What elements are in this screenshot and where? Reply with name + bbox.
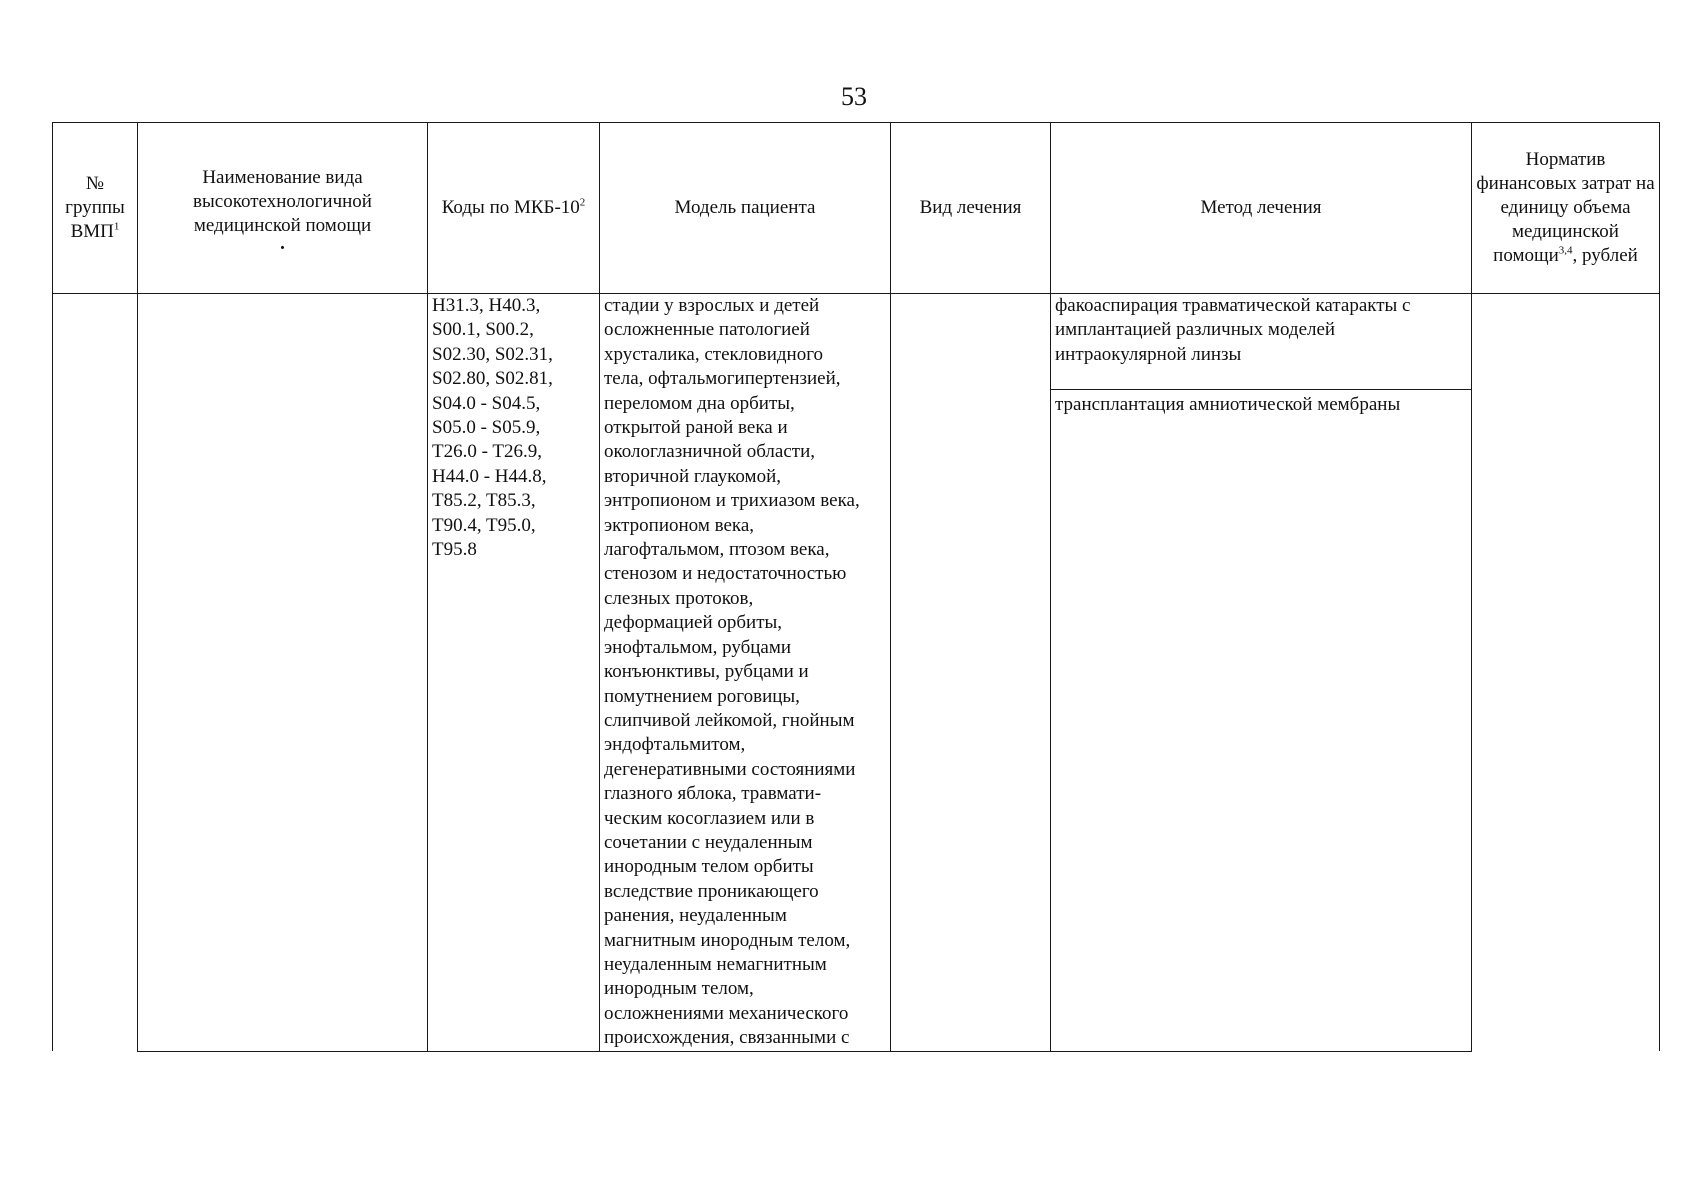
icd-code-line: S00.1, S00.2, bbox=[432, 319, 534, 341]
icd-code-line: T90.4, T95.0, bbox=[432, 514, 536, 536]
patient-model-line: неудаленным немагнитным bbox=[604, 953, 827, 975]
icd-code-line: T26.0 - T26.9, bbox=[432, 441, 542, 463]
icd-code-line: S04.0 - S04.5, bbox=[432, 392, 541, 414]
patient-model-line: осложненные патологией bbox=[604, 319, 810, 341]
treatment-method-line: факоаспирация травматической катаракты с bbox=[1055, 295, 1411, 316]
header-group-number: № группы ВМП$^1$ bbox=[53, 123, 138, 294]
treatment-method-list bbox=[1051, 294, 1471, 440]
patient-model-line: энтропионом и трихиазом века, bbox=[604, 490, 860, 512]
icd-code-line: S02.80, S02.81, bbox=[432, 368, 553, 390]
header-care-type-name: Наименование вида высокотехнологичной медицинской помощи . bbox=[138, 123, 428, 294]
patient-model-line: тела, офтальмогипертензией, bbox=[604, 368, 841, 390]
patient-model-line: ранения, неудаленным bbox=[604, 905, 787, 927]
patient-model-line: окологлазничной области, bbox=[604, 441, 815, 463]
patient-model-line: сочетании с неудаленным bbox=[604, 831, 813, 853]
patient-model-line: дегенеративными состояниями bbox=[604, 758, 856, 780]
header-row bbox=[53, 123, 1660, 294]
patient-model-line: стадии у взрослых и детей bbox=[604, 295, 820, 316]
patient-model-line: ческим косоглазием или в bbox=[604, 807, 815, 829]
patient-model-line: происхождения, связанными с bbox=[604, 1027, 850, 1049]
patient-model-line: эндофтальмитом, bbox=[604, 734, 746, 756]
treatment-method-line: интраокулярной линзы bbox=[1055, 343, 1242, 365]
cell-financial-norm bbox=[1472, 294, 1660, 1052]
header-patient-model: Модель пациента bbox=[600, 123, 891, 294]
icd-code-line: H44.0 - H44.8, bbox=[432, 465, 547, 487]
patient-model-line: хрусталика, стекловидного bbox=[604, 343, 824, 365]
header-financial-norm: Норматив финансовых затрат на единицу объема медицинской помощи$^{3,4}$, рублей bbox=[1472, 123, 1660, 294]
patient-model-line: слипчивой лейкомой, гнойным bbox=[604, 709, 855, 731]
treatment-method-line: трансплантация амниотической мембраны bbox=[1055, 394, 1401, 416]
cell-icd-codes bbox=[428, 294, 600, 1052]
cell-care-type-name bbox=[138, 294, 428, 1052]
cell-treatment-method bbox=[1051, 294, 1472, 1052]
icd-code-line: T85.2, T85.3, bbox=[432, 490, 536, 512]
page-number: 53 bbox=[841, 82, 867, 111]
patient-model-line: стенозом и недостаточностью bbox=[604, 563, 847, 585]
patient-model-line: помутнением роговицы, bbox=[604, 685, 800, 707]
treatment-method-item bbox=[1051, 389, 1471, 439]
icd-code-line: H31.3, H40.3, bbox=[432, 295, 541, 316]
treatment-method-line: имплантацией различных моделей bbox=[1055, 319, 1336, 341]
table-row bbox=[53, 294, 1660, 1052]
patient-model-line: переломом дна орбиты, bbox=[604, 392, 795, 414]
header-treatment-method: Метод лечения bbox=[1051, 123, 1472, 294]
patient-model-line: инородным телом, bbox=[604, 978, 754, 1000]
patient-model-line: конъюнктивы, рубцами и bbox=[604, 661, 809, 683]
patient-model-line: слезных протоков, bbox=[604, 587, 754, 609]
cell-group-number bbox=[53, 294, 138, 1052]
cell-patient-model bbox=[600, 294, 891, 1052]
patient-model-line: эктропионом века, bbox=[604, 514, 755, 536]
patient-model-line: глазного яблока, травмати- bbox=[604, 783, 822, 805]
treatment-method-item bbox=[1051, 294, 1471, 389]
icd-code-line: S05.0 - S05.9, bbox=[432, 417, 541, 439]
cell-treatment-type bbox=[891, 294, 1051, 1052]
icd-code-line: T95.8 bbox=[432, 539, 477, 561]
patient-model-line: открытой раной века и bbox=[604, 417, 788, 439]
vmp-table bbox=[52, 122, 1660, 1052]
patient-model-text bbox=[604, 294, 886, 1051]
icd-code-line: S02.30, S02.31, bbox=[432, 343, 553, 365]
patient-model-line: осложнениями механического bbox=[604, 1002, 849, 1024]
patient-model-line: вследствие проникающего bbox=[604, 880, 819, 902]
header-icd-codes: Коды по МКБ-$10^2$ bbox=[428, 123, 600, 294]
patient-model-line: вторичной глаукомой, bbox=[604, 465, 781, 487]
patient-model-line: лагофтальмом, птозом века, bbox=[604, 539, 830, 561]
header-treatment-type: Вид лечения bbox=[891, 123, 1051, 294]
patient-model-line: магнитным инородным телом, bbox=[604, 929, 851, 951]
icd-codes-list bbox=[432, 294, 595, 562]
header-stray-mark: . bbox=[280, 233, 285, 254]
patient-model-line: деформацией орбиты, bbox=[604, 612, 783, 634]
patient-model-line: энофтальмом, рубцами bbox=[604, 636, 792, 658]
patient-model-line: инородным телом орбиты bbox=[604, 856, 814, 878]
